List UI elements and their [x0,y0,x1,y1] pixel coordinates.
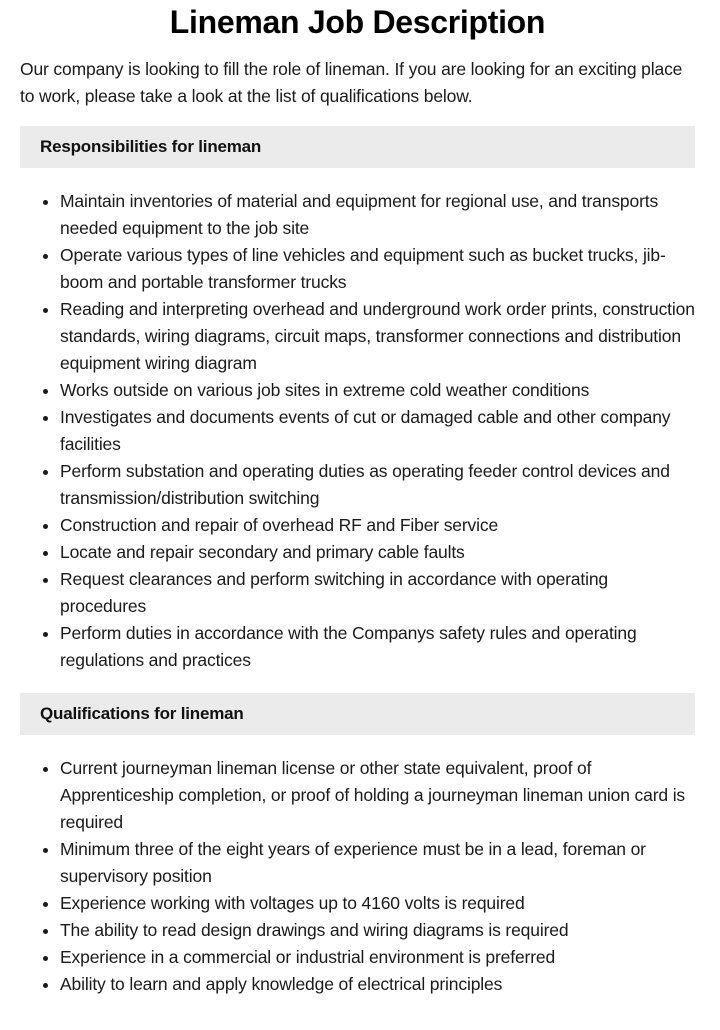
list-item: • Reading and interpreting overhead and underground work order prints, construction standards, wiring diagrams, circuit maps, transformer connections and distribution equipment wiring diagram [60,296,695,377]
list-item: • Current journeyman lineman license or other state equivalent, proof of Apprenticeship completion, or proof of holding a journeyman lineman union card is required [60,755,695,836]
responsibilities-heading: Responsibilities for lineman [20,126,695,168]
page-title: Lineman Job Description [169,4,546,40]
qualifications-list [20,755,695,998]
qualifications-heading: Qualifications for lineman [20,693,695,735]
list-item: • Works outside on various job sites in extreme cold weather conditions [60,377,695,404]
list-item: • Investigates and documents events of cut or damaged cable and other company facilities [60,404,695,458]
list-item: • Construction and repair of overhead RF and Fiber service [60,512,695,539]
list-item: • Perform duties in accordance with the Companys safety rules and operating regulations and practices [60,620,695,674]
responsibilities-list [20,188,695,674]
list-item: • Minimum three of the eight years of experience must be in a lead, foreman or supervisory position [60,836,695,890]
list-item: • Operate various types of line vehicles and equipment such as bucket trucks, jib-boom and portable transformer trucks [60,242,695,296]
list-item: • Locate and repair secondary and primary cable faults [60,539,695,566]
intro-paragraph: Our company is looking to fill the role of lineman. If you are looking for an exciting place to work, please take a look at the list of qualifications below. [20,59,683,106]
list-item: • The ability to read design drawings and wiring diagrams is required [60,917,695,944]
list-item: • Request clearances and perform switching in accordance with operating procedures [60,566,695,620]
list-item: • Experience in a commercial or industrial environment is preferred [60,944,695,971]
list-item: • Maintain inventories of material and equipment for regional use, and transports needed equipment to the job site [60,188,695,242]
list-item: • Perform substation and operating duties as operating feeder control devices and transmission/distribution switching [60,458,695,512]
list-item: • Ability to learn and apply knowledge of electrical principles [60,971,695,998]
list-item: • Experience working with voltages up to 4160 volts is required [60,890,695,917]
